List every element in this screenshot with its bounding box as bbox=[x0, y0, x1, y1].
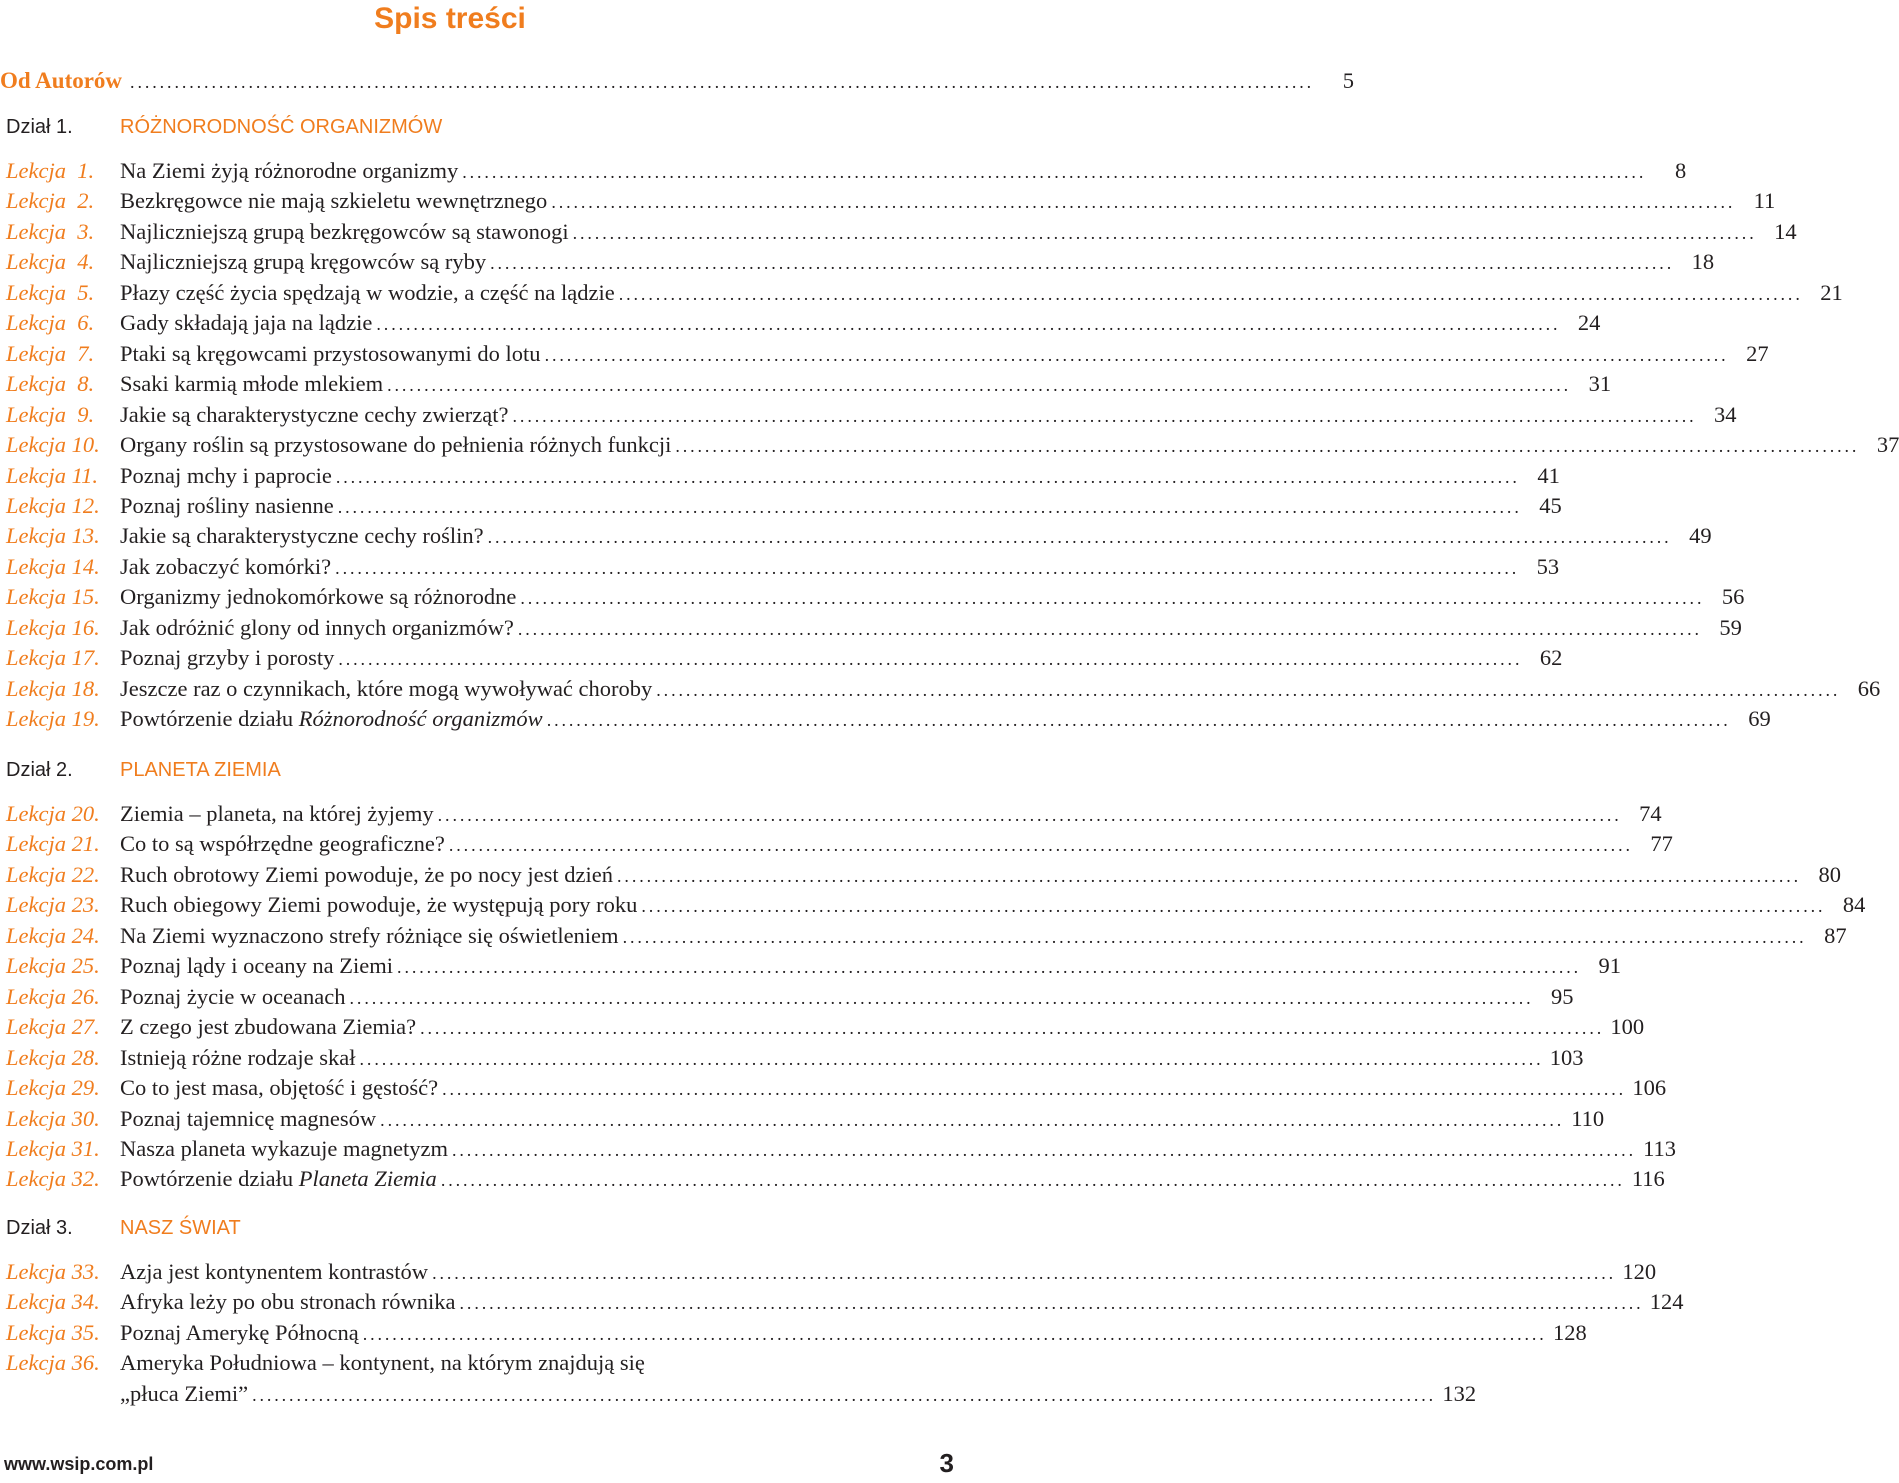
leader-dots: ................................................................................................................................................................ bbox=[487, 527, 1672, 548]
lesson-number: Lekcja 23. bbox=[6, 892, 100, 918]
lesson-title-text: Jeszcze raz o czynnikach, które mogą wywoływać choroby bbox=[120, 675, 653, 701]
lesson-title bbox=[120, 371, 383, 397]
lesson-number: Lekcja 31. bbox=[6, 1135, 100, 1161]
leader-dots: ................................................................................................................................................................ bbox=[448, 835, 1633, 856]
lesson-page: 80 bbox=[1818, 861, 1842, 887]
lesson-title bbox=[120, 341, 541, 367]
lesson-number: Lekcja 32. bbox=[6, 1166, 100, 1192]
toc-entry bbox=[0, 1259, 1657, 1289]
lesson-number: Lekcja 24. bbox=[6, 922, 100, 948]
lesson-page: 8 bbox=[1674, 158, 1687, 183]
lesson-page: 27 bbox=[1746, 340, 1769, 366]
lesson-title bbox=[120, 706, 543, 732]
lesson-number: Lekcja 22. bbox=[6, 861, 100, 887]
lesson-title bbox=[120, 953, 393, 979]
lesson-title-text: Ptaki są kręgowcami przystosowanymi do lotu bbox=[120, 340, 541, 366]
toc-entry bbox=[0, 279, 1843, 310]
lesson-number: Lekcja 29. bbox=[6, 1075, 100, 1101]
lesson-title-text: Poznaj grzyby i porosty bbox=[120, 645, 335, 671]
lesson-title bbox=[120, 1289, 456, 1315]
toc-entry bbox=[0, 462, 1560, 493]
lesson-number: Lekcja 36. bbox=[6, 1350, 100, 1376]
lesson-title-text: Jak zobaczyć komórki? bbox=[120, 553, 332, 579]
toc-entry bbox=[0, 953, 1622, 983]
toc-entry bbox=[0, 675, 1881, 706]
leader-dots: ................................................................................................................................................................ bbox=[617, 865, 1802, 886]
section-header bbox=[6, 759, 281, 789]
toc-entry bbox=[0, 340, 1769, 371]
lesson-title-text: Organizmy jednokomórkowe są różnorodne bbox=[120, 584, 517, 610]
toc-entry bbox=[0, 1166, 1665, 1196]
leader-dots: ................................................................................................................................................................ bbox=[520, 588, 1705, 609]
toc-entry bbox=[0, 922, 1847, 953]
leader-dots: ................................................................................................................................................................ bbox=[572, 222, 1757, 243]
lesson-page: 84 bbox=[1842, 892, 1866, 918]
lesson-page: 69 bbox=[1748, 706, 1771, 732]
lesson-title bbox=[120, 280, 615, 306]
lesson-title-text: Poznaj lądy i oceany na Ziemi bbox=[120, 953, 394, 979]
section-header bbox=[6, 116, 442, 146]
lesson-page: 11 bbox=[1753, 188, 1776, 214]
leader-dots: ................................................................................................................................................................ bbox=[335, 466, 1520, 487]
lesson-title-text: Na Ziemi wyznaczono strefy różniące się oświetleniem bbox=[120, 922, 619, 948]
leader-dots: ................................................................................................................................................................ bbox=[459, 1293, 1644, 1314]
lesson-title: Ameryka Południowa – kontynent, na którym znajdują się bbox=[120, 1350, 645, 1376]
lesson-page: 95 bbox=[1551, 983, 1574, 1009]
section-label: Dział 3. bbox=[6, 1217, 73, 1239]
leader-dots: ................................................................................................................................................................ bbox=[387, 375, 1572, 396]
toc-entry bbox=[0, 310, 1601, 340]
toc-entry-authors bbox=[0, 68, 1355, 98]
leader-dots: ................................................................................................................................................................ bbox=[380, 1109, 1565, 1130]
lesson-page: 66 bbox=[1857, 675, 1881, 701]
lesson-title-continuation: „płuca Ziemi” bbox=[120, 1380, 249, 1406]
lesson-title bbox=[120, 1045, 356, 1071]
lesson-title bbox=[120, 219, 569, 245]
lesson-number: Lekcja 6. bbox=[6, 310, 95, 336]
leader-dots: ................................................................................................................................................................ bbox=[517, 618, 1702, 639]
lesson-title bbox=[120, 310, 372, 336]
lesson-title bbox=[120, 1106, 376, 1132]
lesson-title-text: Poznaj mchy i paprocie bbox=[120, 462, 332, 488]
lesson-title bbox=[120, 158, 458, 184]
toc-entry bbox=[0, 249, 1715, 279]
lesson-title-text: Ruch obrotowy Ziemi powoduje, że po nocy jest dzień bbox=[120, 861, 614, 887]
lesson-title-text: Na Ziemi żyją różnorodne organizmy bbox=[120, 158, 459, 183]
toc-entry bbox=[0, 401, 1737, 432]
leader-dots: ................................................................................................................................................................ bbox=[432, 1263, 1617, 1283]
lesson-number: Lekcja 19. bbox=[6, 706, 100, 732]
toc-entry bbox=[0, 1014, 1645, 1044]
lesson-title bbox=[120, 1259, 428, 1285]
lesson-page: 91 bbox=[1598, 953, 1622, 979]
lesson-number: Lekcja 12. bbox=[6, 492, 100, 518]
lesson-page: 21 bbox=[1820, 279, 1843, 305]
lesson-title-text: Ssaki karmią młode mlekiem bbox=[120, 371, 384, 397]
leader-dots: ................................................................................................................................................................ bbox=[130, 72, 1315, 92]
lesson-number: Lekcja 15. bbox=[6, 584, 100, 610]
toc-entry bbox=[0, 861, 1842, 892]
lesson-page: 120 bbox=[1622, 1259, 1657, 1284]
toc-entry bbox=[0, 523, 1712, 553]
leader-dots: ................................................................................................................................................................ bbox=[442, 1079, 1627, 1100]
lesson-number: Lekcja 25. bbox=[6, 953, 100, 979]
lesson-title-text: Azja jest kontynentem kontrastów bbox=[120, 1259, 429, 1284]
leader-dots: ................................................................................................................................................................ bbox=[335, 557, 1520, 578]
lesson-title bbox=[120, 493, 334, 519]
toc-entry bbox=[0, 1135, 1676, 1166]
lesson-title-italic: Planeta Ziemia bbox=[298, 1166, 437, 1192]
lesson-page: 103 bbox=[1549, 1044, 1584, 1070]
lesson-number: Lekcja 2. bbox=[6, 188, 95, 214]
lesson-page: 110 bbox=[1571, 1105, 1605, 1131]
leader-dots: ................................................................................................................................................................ bbox=[337, 496, 1522, 517]
leader-dots: ................................................................................................................................................................ bbox=[359, 1048, 1544, 1069]
leader-dots: ................................................................................................................................................................ bbox=[462, 162, 1647, 182]
toc-entry bbox=[0, 706, 1771, 736]
lesson-title-text: Istnieją różne rodzaje skał bbox=[120, 1044, 356, 1070]
lesson-title-text: Gady składają jaja na lądzie bbox=[120, 310, 373, 336]
leader-dots: ................................................................................................................................................................ bbox=[622, 926, 1807, 947]
toc-entry bbox=[0, 645, 1563, 675]
lesson-title bbox=[120, 1166, 437, 1192]
lesson-page: 116 bbox=[1631, 1166, 1665, 1192]
toc-entry bbox=[0, 831, 1673, 861]
lesson-number: Lekcja 9. bbox=[6, 401, 95, 427]
publisher-url: www.wsip.com.pl bbox=[4, 1454, 154, 1474]
lesson-page: 53 bbox=[1536, 553, 1560, 579]
lesson-title-text: Ruch obiegowy Ziemi powoduje, że występują pory roku bbox=[120, 892, 638, 918]
lesson-title-text: Poznaj rośliny nasienne bbox=[120, 492, 334, 518]
lesson-number: Lekcja 18. bbox=[6, 675, 100, 701]
lesson-number: Lekcja 30. bbox=[6, 1105, 100, 1131]
lesson-title-text: Jakie są charakterystyczne cechy zwierząt? bbox=[120, 401, 509, 427]
lesson-page: 49 bbox=[1689, 523, 1712, 549]
lesson-title-text: Co to jest masa, objętość i gęstość? bbox=[120, 1075, 439, 1101]
toc-entry bbox=[0, 492, 1562, 523]
lesson-page: 24 bbox=[1577, 310, 1601, 336]
toc-entry-continuation bbox=[0, 1380, 1477, 1411]
toc-entry bbox=[0, 1105, 1605, 1136]
lesson-page: 74 bbox=[1639, 801, 1662, 826]
toc-entry bbox=[0, 432, 1899, 462]
lesson-title-text: Powtórzenie działu bbox=[120, 706, 299, 732]
lesson-page: 14 bbox=[1774, 218, 1797, 244]
lesson-title-text: Co to są współrzędne geograficzne? bbox=[120, 831, 445, 857]
leader-dots: ................................................................................................................................................................ bbox=[440, 1170, 1625, 1191]
lesson-number: Lekcja 14. bbox=[6, 553, 100, 579]
lesson-title-text: Ziemia – planeta, na której żyjemy bbox=[120, 801, 434, 826]
leader-dots: ................................................................................................................................................................ bbox=[420, 1018, 1605, 1039]
toc-entry bbox=[0, 1075, 1667, 1105]
lesson-number: Lekcja 33. bbox=[6, 1259, 100, 1284]
toc-entry bbox=[0, 158, 1687, 188]
lesson-title bbox=[120, 249, 486, 275]
toc-entry bbox=[0, 1289, 1684, 1319]
lesson-page: 124 bbox=[1649, 1289, 1684, 1315]
page-title: Spis treści bbox=[374, 2, 526, 35]
leader-dots: ................................................................................................................................................................ bbox=[362, 1323, 1547, 1344]
entry-title: Od Autorów bbox=[0, 68, 123, 93]
lesson-number: Lekcja 20. bbox=[6, 801, 100, 826]
lesson-title bbox=[120, 402, 509, 428]
lesson-number: Lekcja 35. bbox=[6, 1319, 100, 1345]
lesson-page: 132 bbox=[1442, 1380, 1477, 1406]
lesson-title-text: Bezkręgowce nie mają szkieletu wewnętrznego bbox=[120, 188, 548, 214]
leader-dots: ................................................................................................................................................................ bbox=[451, 1139, 1636, 1160]
toc-entry bbox=[0, 983, 1574, 1014]
leader-dots: ................................................................................................................................................................ bbox=[544, 344, 1729, 365]
lesson-title bbox=[120, 923, 619, 949]
leader-dots: ................................................................................................................................................................ bbox=[349, 987, 1534, 1008]
lesson-title bbox=[120, 463, 332, 489]
lesson-number: Lekcja 16. bbox=[6, 614, 100, 640]
lesson-title bbox=[120, 432, 671, 458]
lesson-title bbox=[120, 554, 331, 580]
lesson-title-text: Jak odróżnić glony od innych organizmów? bbox=[120, 614, 514, 640]
lesson-title bbox=[120, 523, 484, 549]
lesson-number: Lekcja 21. bbox=[6, 831, 100, 857]
leader-dots: ................................................................................................................................................................ bbox=[437, 805, 1622, 825]
lesson-title bbox=[120, 984, 346, 1010]
lesson-number: Lekcja 8. bbox=[6, 371, 95, 397]
section-label: Dział 2. bbox=[6, 759, 73, 781]
lesson-title-text: Płazy część życia spędzają w wodzie, a część na lądzie bbox=[120, 279, 615, 305]
lesson-page: 41 bbox=[1537, 462, 1560, 488]
lesson-title-text: Jakie są charakterystyczne cechy roślin? bbox=[120, 523, 484, 549]
lesson-page: 100 bbox=[1610, 1014, 1645, 1040]
lesson-title-text: Poznaj życie w oceanach bbox=[120, 983, 346, 1009]
lesson-page: 37 bbox=[1876, 432, 1899, 458]
lesson-number: Lekcja 7. bbox=[6, 340, 95, 366]
lesson-page: 87 bbox=[1824, 922, 1847, 948]
leader-dots: ................................................................................................................................................................ bbox=[656, 679, 1841, 700]
section-title: RÓŻNORODNOŚĆ ORGANIZMÓW bbox=[120, 116, 443, 138]
section-title: NASZ ŚWIAT bbox=[120, 1217, 241, 1239]
page-number: 3 bbox=[939, 1448, 954, 1478]
lesson-number: Lekcja 3. bbox=[6, 218, 95, 244]
lesson-title-text: Z czego jest zbudowana Ziemia? bbox=[120, 1014, 417, 1040]
lesson-title bbox=[120, 676, 652, 702]
leader-dots: ................................................................................................................................................................ bbox=[338, 649, 1523, 670]
lesson-title-italic: Różnorodność organizmów bbox=[298, 706, 543, 732]
lesson-number: Lekcja 28. bbox=[6, 1044, 100, 1070]
toc-entry bbox=[0, 188, 1776, 218]
lesson-title-text: Organy roślin są przystosowane do pełnienia różnych funkcji bbox=[120, 432, 672, 458]
toc-entry bbox=[0, 553, 1560, 584]
lesson-number: Lekcja 4. bbox=[6, 249, 95, 275]
section-label: Dział 1. bbox=[6, 116, 73, 138]
lesson-title bbox=[120, 831, 445, 857]
lesson-title-text: Najliczniejszą grupą kręgowców są ryby bbox=[120, 249, 487, 275]
lesson-page: 18 bbox=[1691, 249, 1715, 275]
lesson-number: Lekcja 11. bbox=[6, 462, 99, 488]
lesson-number: Lekcja 5. bbox=[6, 279, 95, 305]
toc-entry bbox=[0, 218, 1797, 249]
lesson-page: 56 bbox=[1721, 584, 1745, 610]
toc-entry bbox=[0, 892, 1866, 922]
lesson-title bbox=[120, 862, 613, 888]
lesson-title-text: Poznaj Amerykę Północną bbox=[120, 1319, 359, 1345]
toc-entry bbox=[0, 584, 1745, 614]
lesson-title bbox=[120, 1075, 438, 1101]
lesson-number: Lekcja 26. bbox=[6, 983, 100, 1009]
lesson-number: Lekcja 27. bbox=[6, 1014, 100, 1040]
section-header bbox=[6, 1217, 241, 1247]
lesson-title bbox=[120, 188, 547, 214]
lesson-page: 106 bbox=[1632, 1075, 1667, 1101]
lesson-number: Lekcja 34. bbox=[6, 1289, 100, 1315]
lesson-page: 62 bbox=[1539, 645, 1563, 671]
lesson-title bbox=[120, 1136, 448, 1162]
lesson-title bbox=[120, 645, 334, 671]
leader-dots: ................................................................................................................................................................ bbox=[376, 314, 1561, 335]
section-title: PLANETA ZIEMIA bbox=[120, 759, 281, 781]
toc-entry bbox=[0, 801, 1662, 831]
lesson-number: Lekcja 17. bbox=[6, 645, 100, 671]
leader-dots: ................................................................................................................................................................ bbox=[546, 710, 1731, 731]
lesson-page: 34 bbox=[1714, 401, 1737, 427]
lesson-title-text: Powtórzenie działu bbox=[120, 1166, 299, 1192]
leader-dots: ................................................................................................................................................................ bbox=[397, 957, 1582, 978]
leader-dots: ................................................................................................................................................................ bbox=[641, 896, 1826, 917]
lesson-title-text: Nasza planeta wykazuje magnetyzm bbox=[120, 1135, 448, 1161]
leader-dots: ................................................................................................................................................................ bbox=[512, 405, 1697, 426]
lesson-title bbox=[120, 615, 514, 641]
lesson-page: 128 bbox=[1552, 1319, 1587, 1345]
lesson-title bbox=[120, 892, 637, 918]
toc-entry bbox=[0, 1350, 895, 1380]
toc-entry bbox=[0, 1044, 1584, 1075]
leader-dots: ................................................................................................................................................................ bbox=[675, 436, 1860, 457]
lesson-number: Lekcja 10. bbox=[6, 432, 100, 458]
toc-entry bbox=[0, 1319, 1587, 1350]
entry-page: 5 bbox=[1342, 68, 1355, 93]
leader-dots: ................................................................................................................................................................ bbox=[618, 283, 1803, 304]
lesson-page: 113 bbox=[1643, 1135, 1676, 1161]
lesson-page: 59 bbox=[1719, 614, 1742, 640]
lesson-title bbox=[120, 1014, 416, 1040]
toc-entry bbox=[0, 371, 1612, 401]
lesson-title bbox=[120, 584, 516, 610]
lesson-page: 77 bbox=[1650, 831, 1673, 857]
lesson-page: 45 bbox=[1539, 492, 1562, 518]
lesson-title bbox=[120, 1320, 359, 1346]
leader-dots: ................................................................................................................................................................ bbox=[252, 1384, 1437, 1405]
lesson-page: 31 bbox=[1588, 371, 1612, 397]
lesson-number: Lekcja 13. bbox=[6, 523, 100, 549]
toc-entry bbox=[0, 614, 1742, 645]
lesson-title-text: Afryka leży po obu stronach równika bbox=[120, 1289, 456, 1315]
lesson-title-text: Najliczniejszą grupą bezkręgowców są stawonogi bbox=[120, 218, 569, 244]
leader-dots: ................................................................................................................................................................ bbox=[551, 192, 1736, 213]
lesson-number: Lekcja 1. bbox=[6, 158, 95, 183]
leader-dots: ................................................................................................................................................................ bbox=[490, 253, 1675, 274]
lesson-title-text: Poznaj tajemnicę magnesów bbox=[120, 1105, 377, 1131]
lesson-title bbox=[120, 801, 434, 827]
